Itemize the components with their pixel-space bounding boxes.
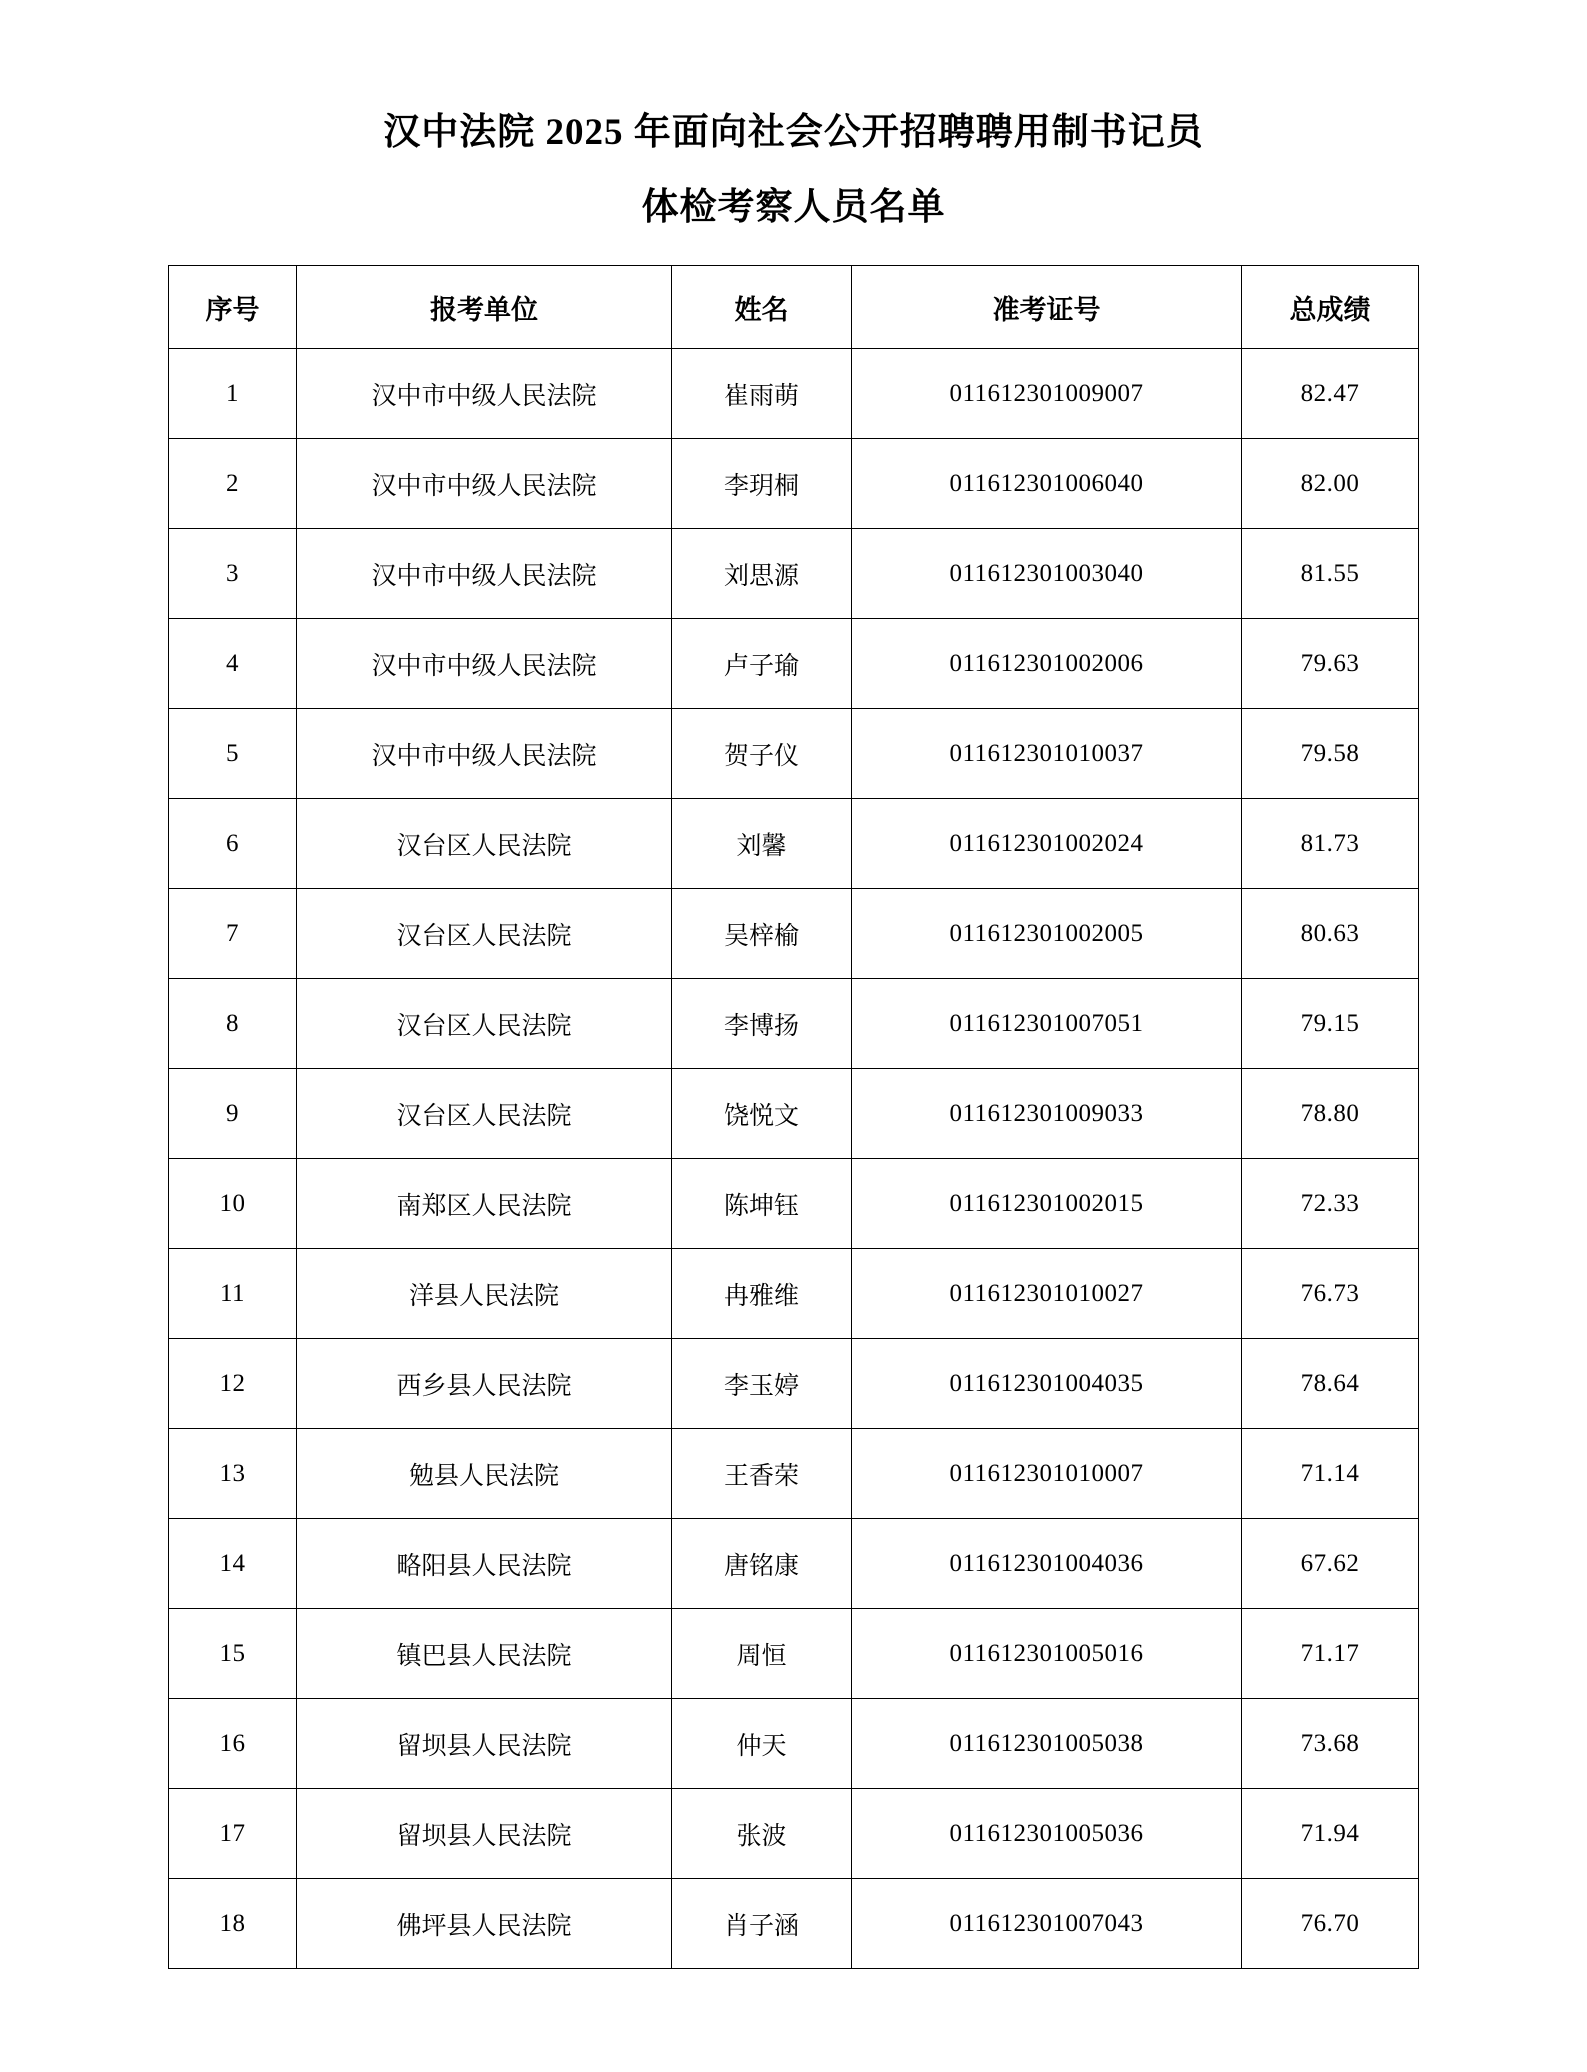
column-header-admit-ticket: 准考证号: [852, 266, 1242, 349]
table-row: [169, 349, 1419, 439]
cell-total-score: 78.64: [1242, 1339, 1419, 1429]
table-row: [169, 799, 1419, 889]
cell-name: 冉雅维: [672, 1249, 852, 1339]
cell-admit-ticket: 011612301010027: [852, 1249, 1242, 1339]
roster-table: [168, 265, 1419, 1969]
cell-index: 14: [169, 1519, 297, 1609]
cell-total-score: 78.80: [1242, 1069, 1419, 1159]
column-header-name: 姓名: [672, 266, 852, 349]
table-header-row: [169, 266, 1419, 349]
table-header: [169, 266, 1419, 349]
cell-index: 11: [169, 1249, 297, 1339]
cell-unit: 汉台区人民法院: [297, 799, 672, 889]
cell-admit-ticket: 011612301007043: [852, 1879, 1242, 1969]
cell-name: 周恒: [672, 1609, 852, 1699]
cell-total-score: 76.73: [1242, 1249, 1419, 1339]
cell-index: 12: [169, 1339, 297, 1429]
table-row: [169, 979, 1419, 1069]
cell-total-score: 81.73: [1242, 799, 1419, 889]
cell-admit-ticket: 011612301010007: [852, 1429, 1242, 1519]
cell-admit-ticket: 011612301002015: [852, 1159, 1242, 1249]
cell-index: 13: [169, 1429, 297, 1519]
cell-admit-ticket: 011612301009033: [852, 1069, 1242, 1159]
cell-unit: 洋县人民法院: [297, 1249, 672, 1339]
cell-index: 4: [169, 619, 297, 709]
cell-total-score: 67.62: [1242, 1519, 1419, 1609]
table-row: [169, 1609, 1419, 1699]
column-header-index: 序号: [169, 266, 297, 349]
cell-index: 3: [169, 529, 297, 619]
cell-total-score: 82.00: [1242, 439, 1419, 529]
cell-admit-ticket: 011612301006040: [852, 439, 1242, 529]
cell-unit: 汉台区人民法院: [297, 1069, 672, 1159]
cell-name: 吴梓榆: [672, 889, 852, 979]
cell-admit-ticket: 011612301005036: [852, 1789, 1242, 1879]
cell-admit-ticket: 011612301002006: [852, 619, 1242, 709]
cell-name: 李博扬: [672, 979, 852, 1069]
table-row: [169, 889, 1419, 979]
cell-unit: 勉县人民法院: [297, 1429, 672, 1519]
cell-admit-ticket: 011612301002024: [852, 799, 1242, 889]
cell-unit: 略阳县人民法院: [297, 1519, 672, 1609]
cell-unit: 汉台区人民法院: [297, 889, 672, 979]
cell-unit: 汉中市中级人民法院: [297, 439, 672, 529]
cell-name: 卢子瑜: [672, 619, 852, 709]
table-row: [169, 1879, 1419, 1969]
cell-total-score: 82.47: [1242, 349, 1419, 439]
table-row: [169, 619, 1419, 709]
cell-unit: 西乡县人民法院: [297, 1339, 672, 1429]
page-title-line-2: 体检考察人员名单: [641, 186, 946, 228]
cell-name: 崔雨萌: [672, 349, 852, 439]
cell-index: 17: [169, 1789, 297, 1879]
cell-unit: 留坝县人民法院: [297, 1789, 672, 1879]
cell-total-score: 71.94: [1242, 1789, 1419, 1879]
column-header-total-score: 总成绩: [1242, 266, 1419, 349]
table-row: [169, 529, 1419, 619]
table-row: [169, 439, 1419, 529]
page-title-line-1: 汉中法院 2025 年面向社会公开招聘聘用制书记员: [383, 111, 1204, 153]
cell-name: 陈坤钰: [672, 1159, 852, 1249]
cell-admit-ticket: 011612301009007: [852, 349, 1242, 439]
table-row: [169, 1159, 1419, 1249]
cell-total-score: 79.63: [1242, 619, 1419, 709]
cell-unit: 汉中市中级人民法院: [297, 349, 672, 439]
cell-admit-ticket: 011612301003040: [852, 529, 1242, 619]
cell-unit: 汉中市中级人民法院: [297, 619, 672, 709]
cell-index: 18: [169, 1879, 297, 1969]
cell-index: 1: [169, 349, 297, 439]
cell-unit: 汉中市中级人民法院: [297, 709, 672, 799]
cell-index: 7: [169, 889, 297, 979]
cell-index: 5: [169, 709, 297, 799]
cell-name: 饶悦文: [672, 1069, 852, 1159]
table-row: [169, 1429, 1419, 1519]
cell-total-score: 72.33: [1242, 1159, 1419, 1249]
cell-unit: 留坝县人民法院: [297, 1699, 672, 1789]
cell-total-score: 81.55: [1242, 529, 1419, 619]
cell-total-score: 71.17: [1242, 1609, 1419, 1699]
table-row: [169, 1249, 1419, 1339]
cell-index: 8: [169, 979, 297, 1069]
cell-unit: 佛坪县人民法院: [297, 1879, 672, 1969]
cell-admit-ticket: 011612301004036: [852, 1519, 1242, 1609]
cell-index: 16: [169, 1699, 297, 1789]
cell-index: 10: [169, 1159, 297, 1249]
table-row: [169, 1789, 1419, 1879]
cell-name: 肖子涵: [672, 1879, 852, 1969]
cell-unit: 汉台区人民法院: [297, 979, 672, 1069]
cell-index: 9: [169, 1069, 297, 1159]
cell-unit: 镇巴县人民法院: [297, 1609, 672, 1699]
cell-admit-ticket: 011612301010037: [852, 709, 1242, 799]
cell-total-score: 73.68: [1242, 1699, 1419, 1789]
cell-total-score: 71.14: [1242, 1429, 1419, 1519]
cell-index: 2: [169, 439, 297, 529]
table-row: [169, 709, 1419, 799]
cell-unit: 汉中市中级人民法院: [297, 529, 672, 619]
table-row: [169, 1519, 1419, 1609]
cell-name: 张波: [672, 1789, 852, 1879]
cell-name: 李玥桐: [672, 439, 852, 529]
table-row: [169, 1069, 1419, 1159]
cell-name: 王香荣: [672, 1429, 852, 1519]
cell-name: 刘思源: [672, 529, 852, 619]
cell-admit-ticket: 011612301004035: [852, 1339, 1242, 1429]
cell-unit: 南郑区人民法院: [297, 1159, 672, 1249]
page-title: [130, 103, 1457, 237]
cell-admit-ticket: 011612301005038: [852, 1699, 1242, 1789]
cell-total-score: 76.70: [1242, 1879, 1419, 1969]
cell-admit-ticket: 011612301005016: [852, 1609, 1242, 1699]
cell-admit-ticket: 011612301002005: [852, 889, 1242, 979]
cell-total-score: 79.58: [1242, 709, 1419, 799]
cell-name: 刘馨: [672, 799, 852, 889]
cell-name: 贺子仪: [672, 709, 852, 799]
cell-total-score: 79.15: [1242, 979, 1419, 1069]
cell-index: 6: [169, 799, 297, 889]
cell-name: 唐铭康: [672, 1519, 852, 1609]
cell-index: 15: [169, 1609, 297, 1699]
table-row: [169, 1699, 1419, 1789]
table-body: [169, 349, 1419, 1969]
cell-name: 李玉婷: [672, 1339, 852, 1429]
cell-name: 仲天: [672, 1699, 852, 1789]
column-header-unit: 报考单位: [297, 266, 672, 349]
cell-admit-ticket: 011612301007051: [852, 979, 1242, 1069]
cell-total-score: 80.63: [1242, 889, 1419, 979]
table-row: [169, 1339, 1419, 1429]
